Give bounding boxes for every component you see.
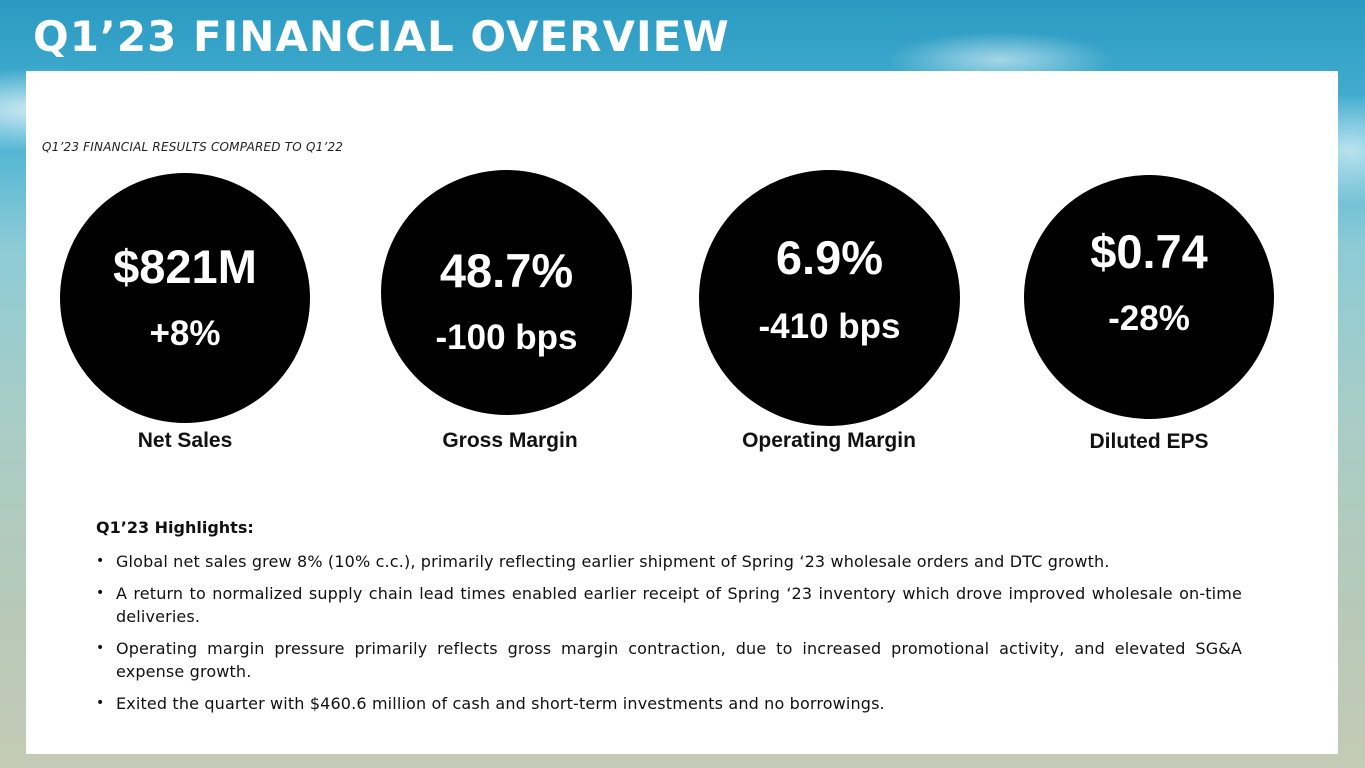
highlight-item [96,637,1242,683]
results-subtitle: Q1’23 FINANCIAL RESULTS COMPARED TO Q1’22 [42,140,344,154]
highlight-text: Exited the quarter with $460.6 million of cash and short-term investments and no borrowings. [116,694,885,713]
net-sales-label: Net Sales [137,429,233,452]
diluted-eps-circle [1024,175,1274,419]
operating-margin-change: -410 bps [758,307,901,346]
bullet-icon: • [96,553,105,569]
content-panel [26,71,1338,754]
net-sales-value: $821M [113,240,257,293]
gross-margin-change: -100 bps [435,318,578,357]
highlights-title: Q1’23 Highlights: [96,518,254,537]
operating-margin-circle [699,170,960,426]
highlight-item [96,550,1242,573]
gross-margin-circle [381,170,632,415]
bullet-icon: • [96,695,105,711]
highlight-item [96,582,1242,628]
highlight-item [96,692,1242,715]
diluted-eps-label: Diluted EPS [1089,430,1209,453]
bullet-icon: • [96,640,105,656]
highlights-section [96,518,1242,724]
slide-title: Q1’23 FINANCIAL OVERVIEW [33,12,730,61]
highlight-text: A return to normalized supply chain lead times enabled earlier receipt of Spring ‘23 inventory which drove improved wholesale on-time deliveries. [116,584,1242,626]
diluted-eps-change: -28% [1108,299,1190,338]
operating-margin-value: 6.9% [775,231,884,284]
gross-margin-value: 48.7% [439,244,574,297]
diluted-eps-value: $0.74 [1090,225,1208,278]
highlight-text: Global net sales grew 8% (10% c.c.), primarily reflecting earlier shipment of Spring ‘23 wholesale orders and DTC growth. [116,552,1110,571]
bullet-icon: • [96,585,105,601]
net-sales-change: +8% [149,314,221,353]
net-sales-circle [60,173,310,423]
operating-margin-label: Operating Margin [742,429,916,452]
highlight-text: Operating margin pressure primarily reflects gross margin contraction, due to increased promotional activity, and elevated SG&A expense growth. [116,639,1242,681]
gross-margin-label: Gross Margin [442,429,578,452]
highlights-list [96,550,1242,715]
